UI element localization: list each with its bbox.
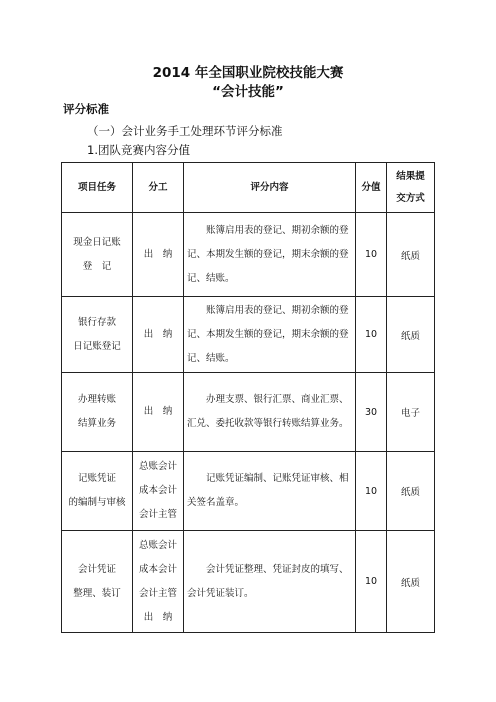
task-cell: 现金日记账 登 记 — [62, 213, 133, 297]
table-row — [62, 213, 435, 297]
score-cell: 10 — [356, 213, 387, 297]
section-heading: 评分标准 — [63, 102, 109, 116]
content-cell: 账簿启用表的登记、期初余额的登记、本期发生额的登记，期末余额的登记、结账。 — [184, 297, 356, 373]
table-row — [62, 452, 435, 531]
division-cell: 总账会计 成本会计 会计主管 — [133, 452, 184, 531]
score-table — [61, 162, 435, 633]
table-header-row — [62, 163, 435, 213]
task-cell: 记账凭证 的编制与审核 — [62, 452, 133, 531]
score-cell: 10 — [356, 531, 387, 633]
submit-cell: 纸质 — [387, 452, 435, 531]
item-heading: 1.团队竞赛内容分值 — [87, 143, 190, 157]
division-cell: 出 纳 — [133, 373, 184, 452]
content-cell: 办理支票、银行汇票、商业汇票、汇兑、委托收款等银行转账结算业务。 — [184, 373, 356, 452]
document-title: 2014 年全国职业院校技能大赛 — [152, 65, 344, 81]
division-cell: 总账会计 成本会计 会计主管 出 纳 — [133, 531, 184, 633]
score-cell: 10 — [356, 452, 387, 531]
task-cell: 办理转账 结算业务 — [62, 373, 133, 452]
task-cell: 银行存款 日记账登记 — [62, 297, 133, 373]
header-score: 分值 — [356, 163, 387, 213]
submit-cell: 纸质 — [387, 297, 435, 373]
header-content: 评分内容 — [184, 163, 356, 213]
content-cell: 会计凭证整理、凭证封皮的填写、会计凭证装订。 — [184, 531, 356, 633]
content-cell: 记账凭证编制、记账凭证审核、相关签名盖章。 — [184, 452, 356, 531]
subsection-heading: （一）会计业务手工处理环节评分标准 — [87, 124, 283, 138]
score-cell: 30 — [356, 373, 387, 452]
table-row — [62, 373, 435, 452]
header-submit-method: 结果提 交方式 — [387, 163, 435, 213]
score-cell: 10 — [356, 297, 387, 373]
content-cell: 账簿启用表的登记、期初余额的登记、本期发生额的登记，期末余额的登记、结账。 — [184, 213, 356, 297]
task-cell: 会计凭证 整理、装订 — [62, 531, 133, 633]
table-row — [62, 297, 435, 373]
document-subtitle: “会计技能” — [212, 84, 284, 100]
submit-cell: 纸质 — [387, 213, 435, 297]
division-cell: 出 纳 — [133, 297, 184, 373]
header-division: 分工 — [133, 163, 184, 213]
submit-cell: 纸质 — [387, 531, 435, 633]
table-row — [62, 531, 435, 633]
division-cell: 出 纳 — [133, 213, 184, 297]
submit-cell: 电子 — [387, 373, 435, 452]
header-task: 项目任务 — [62, 163, 133, 213]
